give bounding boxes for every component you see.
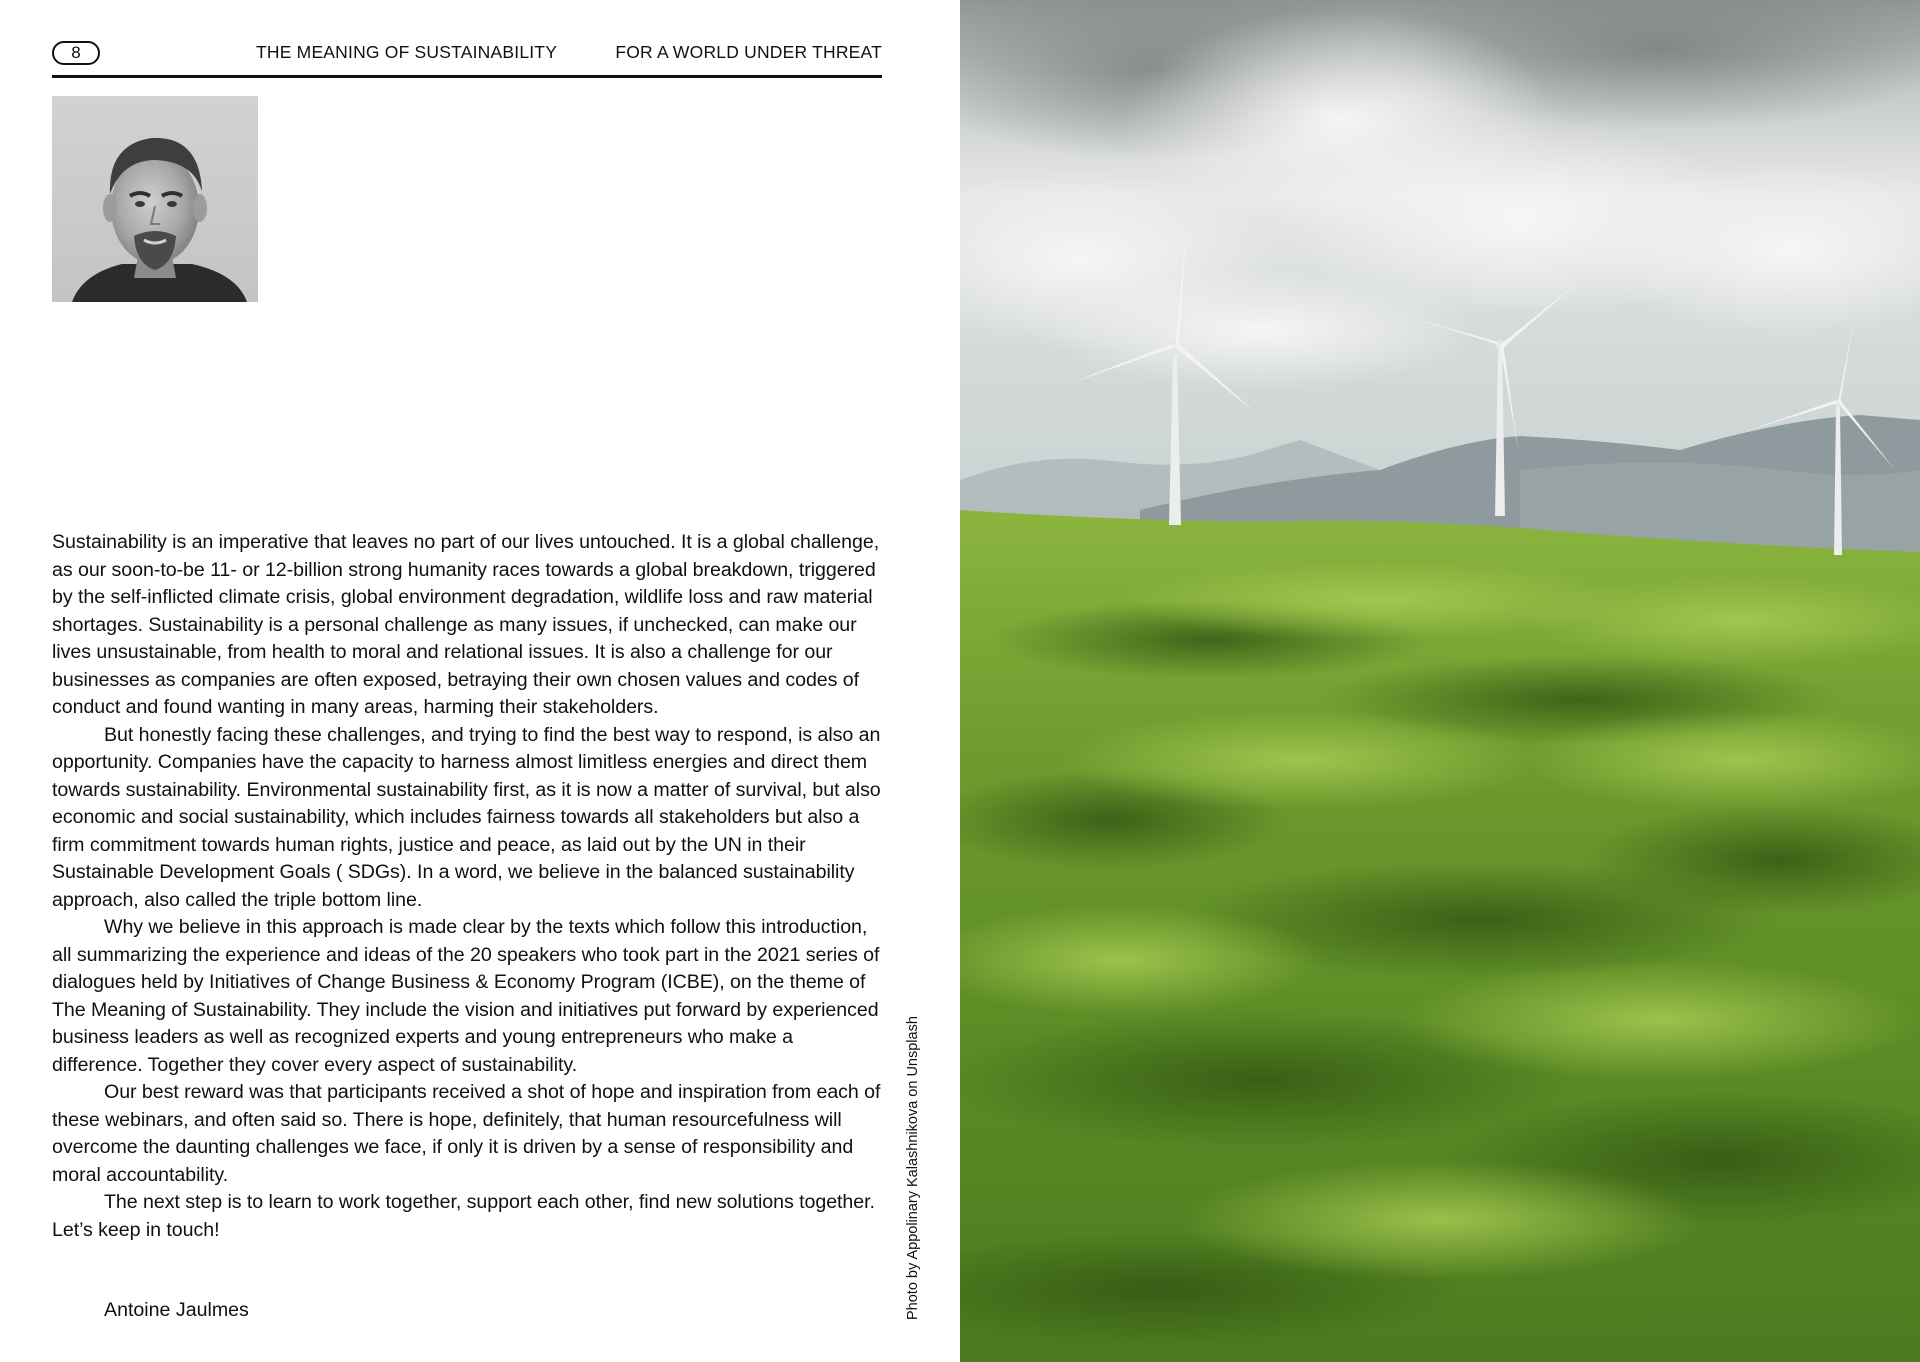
article-paragraph: Our best reward was that participants received a shot of hope and inspiration from each of these webinars, and often said so. There is hope, definitely, that human resourcefulness will overcome the daunting challenges we face, if only it is driven by a sense of responsibility and moral accountability.: [52, 1081, 881, 1186]
photo-credit: Photo by Appolinary Kalashnikova on Unsplash: [905, 1016, 921, 1320]
article-body: [52, 529, 884, 1244]
article-paragraph: The next step is to learn to work together, support each other, find new solutions together. Let’s keep in touch!: [52, 1191, 875, 1241]
running-title: THE MEANING OF SUSTAINABILITY: [256, 42, 558, 62]
portrait-icon: [52, 96, 258, 302]
running-subtitle: FOR A WORLD UNDER THREAT: [615, 42, 882, 62]
page-header: [52, 40, 882, 78]
article-paragraph: But honestly facing these challenges, and trying to find the best way to respond, is also an opportunity. Companies have the capacity to harness almost limitless energies and direct them towards sustainability. Environmental sustainability first, as it is now a matter of survival, but also economic and social sustainability, which includes fairness towards all stakeholders but also a firm commitment towards human rights, justice and peace, as laid out by the UN in their Sustainable Development Goals ( SDGs). In a word, we believe in the balanced sustainability approach, also called the triple bottom line.: [52, 723, 881, 911]
landscape-photo: [960, 0, 1920, 1362]
page-number: 8: [52, 41, 100, 65]
article-paragraph: Why we believe in this approach is made clear by the texts which follow this introduction, all summarizing the experience and ideas of the 20 speakers who took part in the 2021 series of dialogues held by Initiatives of Change Business & Economy Program (ICBE), on the theme of The Meaning of Sustainability. They include the vision and initiatives put forward by experienced business leaders as well as recognized experts and young entrepreneurs who make a difference. Together they cover every aspect of sustainability.: [52, 916, 880, 1076]
author-portrait: [52, 96, 258, 302]
author-signature: Antoine Jaulmes: [104, 1299, 249, 1321]
article-paragraph: Sustainability is an imperative that leaves no part of our lives untouched. It is a global challenge, as our soon-to-be 11- or 12-billion strong humanity races towards a global breakdown, triggered by the self-inflicted climate crisis, global environment degradation, wildlife loss and raw material shortages. Sustainability is a personal challenge as many issues, if unchecked, can make our lives unsustainable, from health to moral and relational issues. It is also a challenge for our businesses as companies are often exposed, betraying their own chosen values and codes of conduct and found wanting in many areas, harming their stakeholders.: [52, 531, 880, 718]
wind-turbines-landscape-icon: [960, 0, 1920, 1362]
